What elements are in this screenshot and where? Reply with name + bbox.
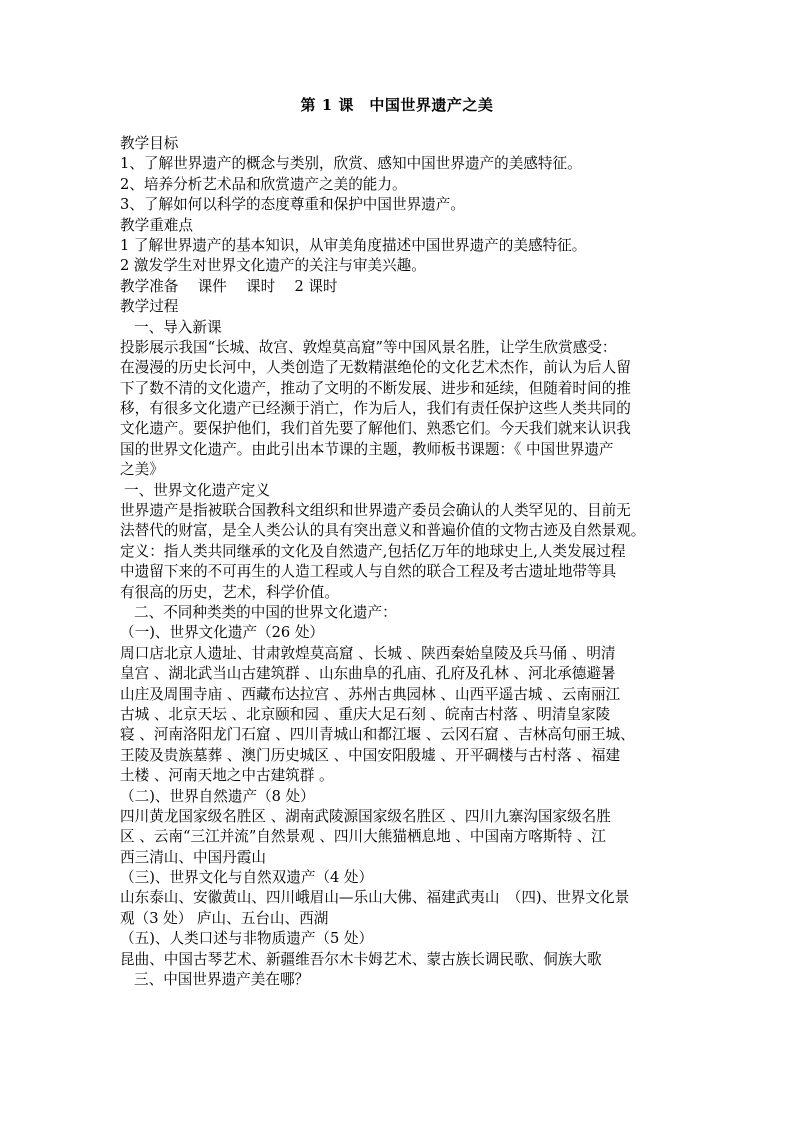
text-line: 昆曲、中国古琴艺术、新疆维吾尔木卡姆艺术、蒙古族长调民歌、侗族大歌 [120, 950, 602, 968]
subsection-heading: （二)、世界自然遗产（8 处） [120, 787, 315, 805]
text-line: 观（3 处） 庐山、五台山、西湖 [120, 909, 329, 927]
text-line: 山庄及周围寺庙 、西藏布达拉宫 、苏州古典园林 、山西平遥古城 、云南丽江 [120, 685, 621, 703]
text-line: 之美》 [120, 461, 164, 479]
text-line: 1、了解世界遗产的概念与类别，欣赏、感知中国世界遗产的美感特征。 [120, 155, 582, 173]
document-body [120, 134, 688, 990]
text-line: 王陵及贵族墓葬 、澳门历史城区 、中国安阳殷墟 、开平碉楼与古村落 、福建 [120, 746, 621, 764]
text-line: 2、培养分析艺术品和欣赏遗产之美的能力。 [120, 175, 407, 193]
text-line: 文化遗产。要保护他们，我们首先要了解他们、熟悉它们。今天我们就来认识我 [120, 420, 631, 438]
text-line: 定义：指人类共同继承的文化及自然遗产,包括亿万年的地球史上,人类发展过程 [120, 542, 626, 560]
text-line: 投影展示我国“长城、故宫、敦煌莫高窟”等中国风景名胜，让学生欣赏感受： [120, 338, 617, 356]
text-line: 1 了解世界遗产的基本知识，从审美角度描述中国世界遗产的美感特征。 [120, 236, 587, 254]
text-line: 世界遗产是指被联合国教科文组织和世界遗产委员会确认的人类罕见的、目前无 [120, 502, 631, 520]
text-line: 西三清山、中国丹霞山 [120, 848, 266, 866]
text-line: 土楼 、河南天地之中古建筑群 。 [120, 767, 334, 785]
section-heading: 一、导入新课 [134, 318, 222, 336]
text-line: 区 、云南“三江并流”自然景观 、四川大熊猫栖息地 、中国南方喀斯特 、江 [120, 828, 606, 846]
page-title: 第 1 课 中国世界遗产之美 [300, 96, 494, 114]
subsection-heading: （五)、人类口述与非物质遗产（5 处） [120, 930, 374, 948]
text-line: 寝 、河南洛阳龙门石窟 、四川青城山和都江堰 、云冈石窟 、吉林高句丽王城、 [120, 726, 635, 744]
text-line: 移，有很多文化遗产已经濒于消亡，作为后人，我们有责任保护这些人类共同的 [120, 400, 631, 418]
section-heading: 三、中国世界遗产美在哪？ [134, 971, 310, 989]
text-line: 2 激发学生对世界文化遗产的关注与审美兴趣。 [120, 257, 426, 275]
text-line: 教学过程 [120, 298, 179, 316]
text-line: 下了数不清的文化遗产，推动了文明的不断发展、进步和延续，但随着时间的推 [120, 379, 631, 397]
subsection-heading: （三)、世界文化与自然双遗产（4 处） [120, 869, 374, 887]
section-heading: 二、不同种类类的中国的世界文化遗产： [134, 603, 397, 621]
text-line: 法替代的财富，是全人类公认的具有突出意义和普遍价值的文物古迹及自然景观。 [120, 522, 646, 540]
text-line: 古城 、北京天坛 、北京颐和园 、重庆大足石刻 、皖南古村落 、明清皇家陵 [120, 705, 611, 723]
text-line: 教学目标 [120, 135, 179, 152]
text-line: 国的世界文化遗产。由此引出本节课的主题，教师板书课题：《 中国世界遗产 [120, 440, 614, 458]
section-heading: 一、世界文化遗产定义 [124, 481, 270, 499]
subsection-heading: （一)、世界文化遗产（26 处） [120, 624, 325, 642]
text-line: 在漫漫的历史长河中，人类创造了无数精湛绝伦的文化艺术杰作，前认为后人留 [120, 359, 631, 377]
text-line: 四川黄龙国家级名胜区 、湖南武陵源国家级名胜区 、四川九寨沟国家级名胜 [120, 807, 611, 825]
text-line: 山东泰山、安徽黄山、四川峨眉山—乐山大佛、福建武夷山 （四)、世界文化景 [120, 889, 630, 907]
text-line: 有很高的历史，艺术，科学价值。 [120, 583, 339, 601]
text-line: 教学重难点 [120, 216, 193, 234]
text-line: 中遗留下来的不可再生的人造工程或人与自然的联合工程及考古遗址地带等具 [120, 563, 617, 581]
text-line: 皇宫 、湖北武当山古建筑群 、山东曲阜的孔庙、孔府及孔林 、河北承德避暑 [120, 665, 616, 683]
text-line: 3、了解如何以科学的态度尊重和保护中国世界遗产。 [120, 196, 465, 214]
text-line: 周口店北京人遗址、甘肃敦煌莫高窟 、长城 、陕西秦始皇陵及兵马俑 、明清 [120, 644, 616, 662]
text-line: 教学准备 课件 课时 2 课时 [120, 277, 338, 295]
